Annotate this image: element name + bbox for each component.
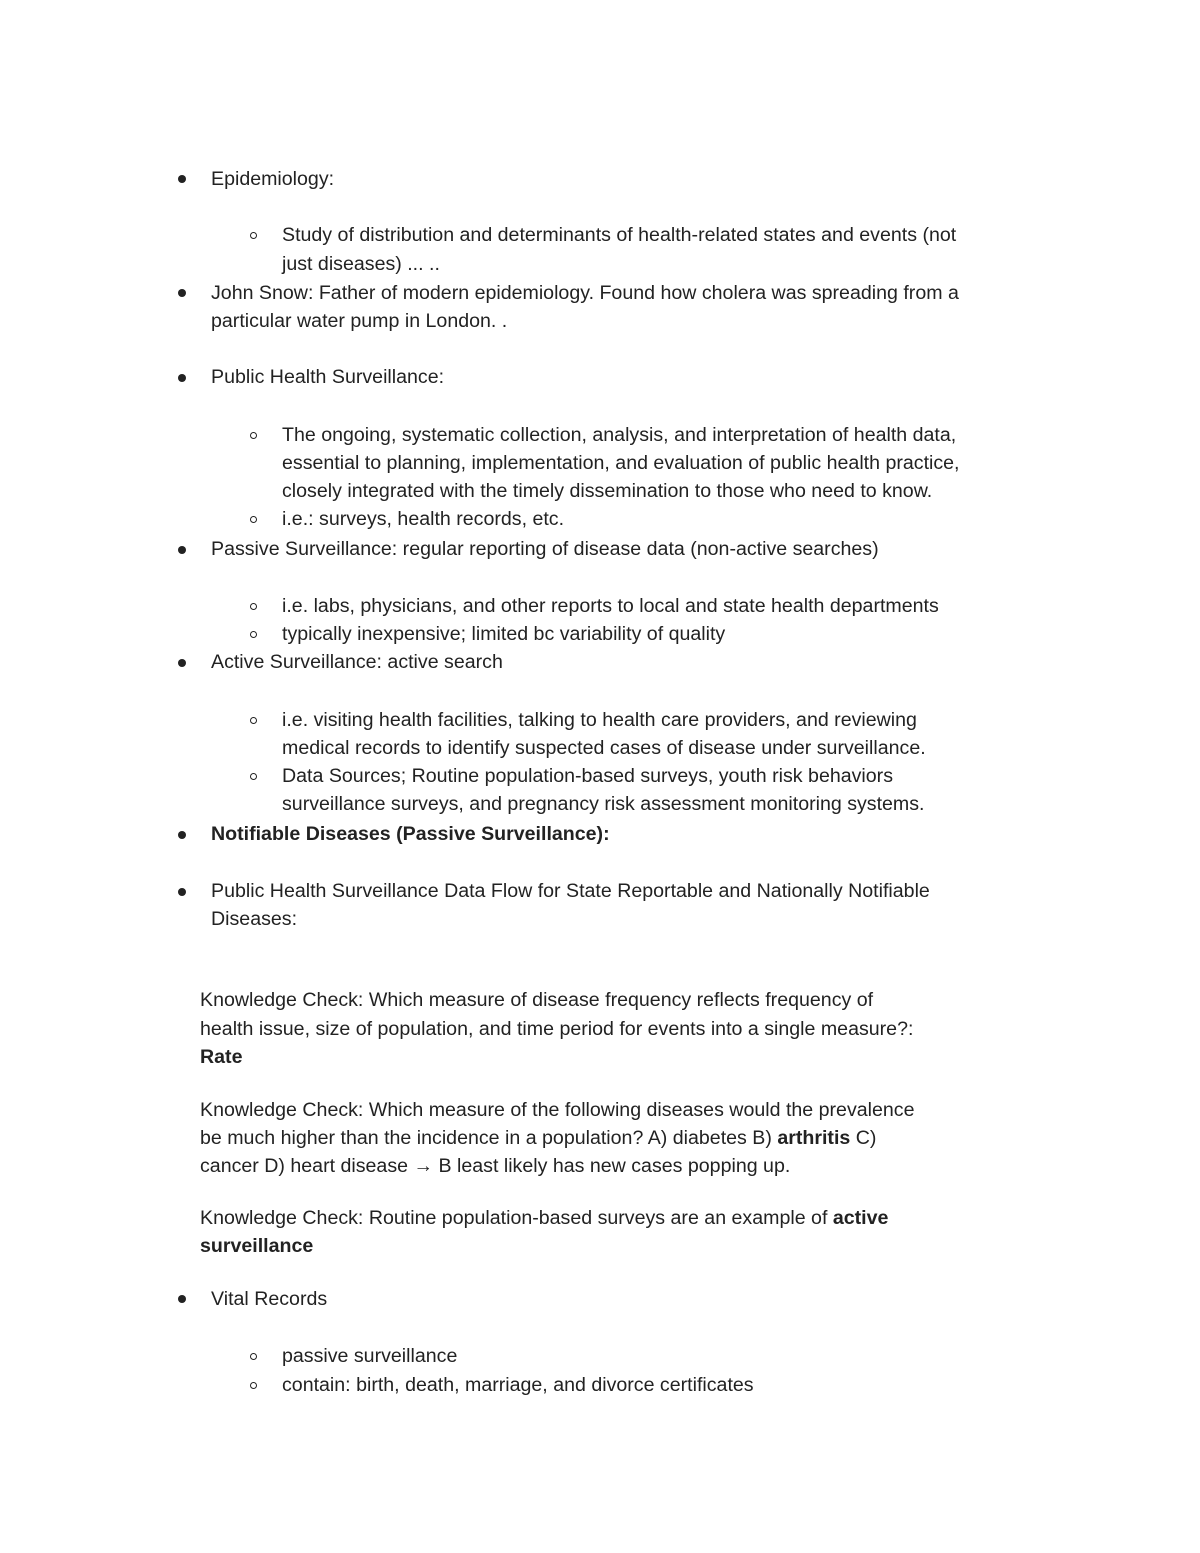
bullet-disc-icon: [178, 659, 186, 667]
knowledge-check-1-line1: Knowledge Check: Which measure of disease frequency reflects frequency of: [200, 989, 874, 1011]
active-examples-line1: i.e. visiting health facilities, talking to health care providers, and reviewing: [282, 709, 917, 731]
bullet-disc-icon: [178, 831, 186, 839]
bullet-disc-icon: [178, 289, 186, 297]
bullet-circle-icon: [250, 432, 257, 439]
knowledge-check-2-line1: Knowledge Check: Which measure of the following diseases would the prevalence: [200, 1099, 915, 1121]
bullet-circle-icon: [250, 603, 257, 610]
knowledge-check-2-line2-end: C): [850, 1127, 877, 1149]
vital-records-heading: Vital Records: [211, 1288, 328, 1310]
passive-surveillance-heading: Passive Surveillance: regular reporting of disease data (non-active searches): [211, 538, 879, 560]
knowledge-check-1-answer: Rate: [200, 1046, 243, 1068]
vital-records-passive: passive surveillance: [282, 1345, 458, 1367]
john-snow-line2: particular water pump in London. .: [211, 310, 508, 332]
phs-examples: i.e.: surveys, health records, etc.: [282, 508, 565, 530]
phs-definition-line2: essential to planning, implementation, and evaluation of public health practice,: [282, 452, 960, 474]
epidemiology-heading: Epidemiology:: [211, 168, 335, 190]
bullet-circle-icon: [250, 1353, 257, 1360]
data-flow-line2: Diseases:: [211, 908, 298, 930]
epidemiology-definition-line2: just diseases) ... ..: [282, 253, 440, 275]
bullet-disc-icon: [178, 1295, 186, 1303]
public-health-surveillance-heading: Public Health Surveillance:: [211, 366, 445, 388]
data-flow-line1: Public Health Surveillance Data Flow for State Reportable and Nationally Notifiable: [211, 880, 930, 902]
knowledge-check-1-line2: health issue, size of population, and time period for events into a single measure?:: [200, 1018, 914, 1040]
knowledge-check-2-line3: cancer D) heart disease → B least likely has new cases popping up.: [200, 1155, 791, 1177]
passive-cost: typically inexpensive; limited bc variability of quality: [282, 623, 726, 645]
knowledge-check-3-answer-part1: active: [832, 1207, 889, 1229]
phs-definition-line1: The ongoing, systematic collection, analysis, and interpretation of health data,: [282, 424, 957, 446]
notifiable-diseases-heading: Notifiable Diseases (Passive Surveillance):: [211, 823, 610, 845]
active-sources-line2: surveillance surveys, and pregnancy risk assessment monitoring systems.: [282, 793, 925, 815]
passive-examples: i.e. labs, physicians, and other reports to local and state health departments: [282, 595, 939, 617]
knowledge-check-2-line2-start: be much higher than the incidence in a population? A) diabetes B): [200, 1127, 778, 1149]
bullet-circle-icon: [250, 717, 257, 724]
vital-records-contents: contain: birth, death, marriage, and divorce certificates: [282, 1374, 754, 1396]
active-sources-line1: Data Sources; Routine population-based surveys, youth risk behaviors: [282, 765, 894, 787]
epidemiology-definition-line1: Study of distribution and determinants of health-related states and events (not: [282, 224, 957, 246]
bullet-circle-icon: [250, 232, 257, 239]
bullet-disc-icon: [178, 374, 186, 382]
bullet-disc-icon: [178, 546, 186, 554]
bullet-circle-icon: [250, 516, 257, 523]
knowledge-check-2-line2: [200, 1124, 876, 1152]
knowledge-check-3-line1-start: Knowledge Check: Routine population-based surveys are an example of: [200, 1207, 833, 1229]
bullet-disc-icon: [178, 175, 186, 183]
knowledge-check-3-answer-part2: surveillance: [200, 1235, 314, 1257]
bullet-circle-icon: [250, 631, 257, 638]
john-snow-line1: John Snow: Father of modern epidemiology. Found how cholera was spreading from a: [211, 282, 959, 304]
knowledge-check-2-answer: arthritis: [777, 1127, 851, 1149]
active-examples-line2: medical records to identify suspected cases of disease under surveillance.: [282, 737, 926, 759]
bullet-circle-icon: [250, 1382, 257, 1389]
bullet-circle-icon: [250, 773, 257, 780]
active-surveillance-heading: Active Surveillance: active search: [211, 651, 503, 673]
phs-definition-line3: closely integrated with the timely dissemination to those who need to know.: [282, 480, 933, 502]
bullet-disc-icon: [178, 888, 186, 896]
knowledge-check-3-line1: [200, 1204, 888, 1232]
